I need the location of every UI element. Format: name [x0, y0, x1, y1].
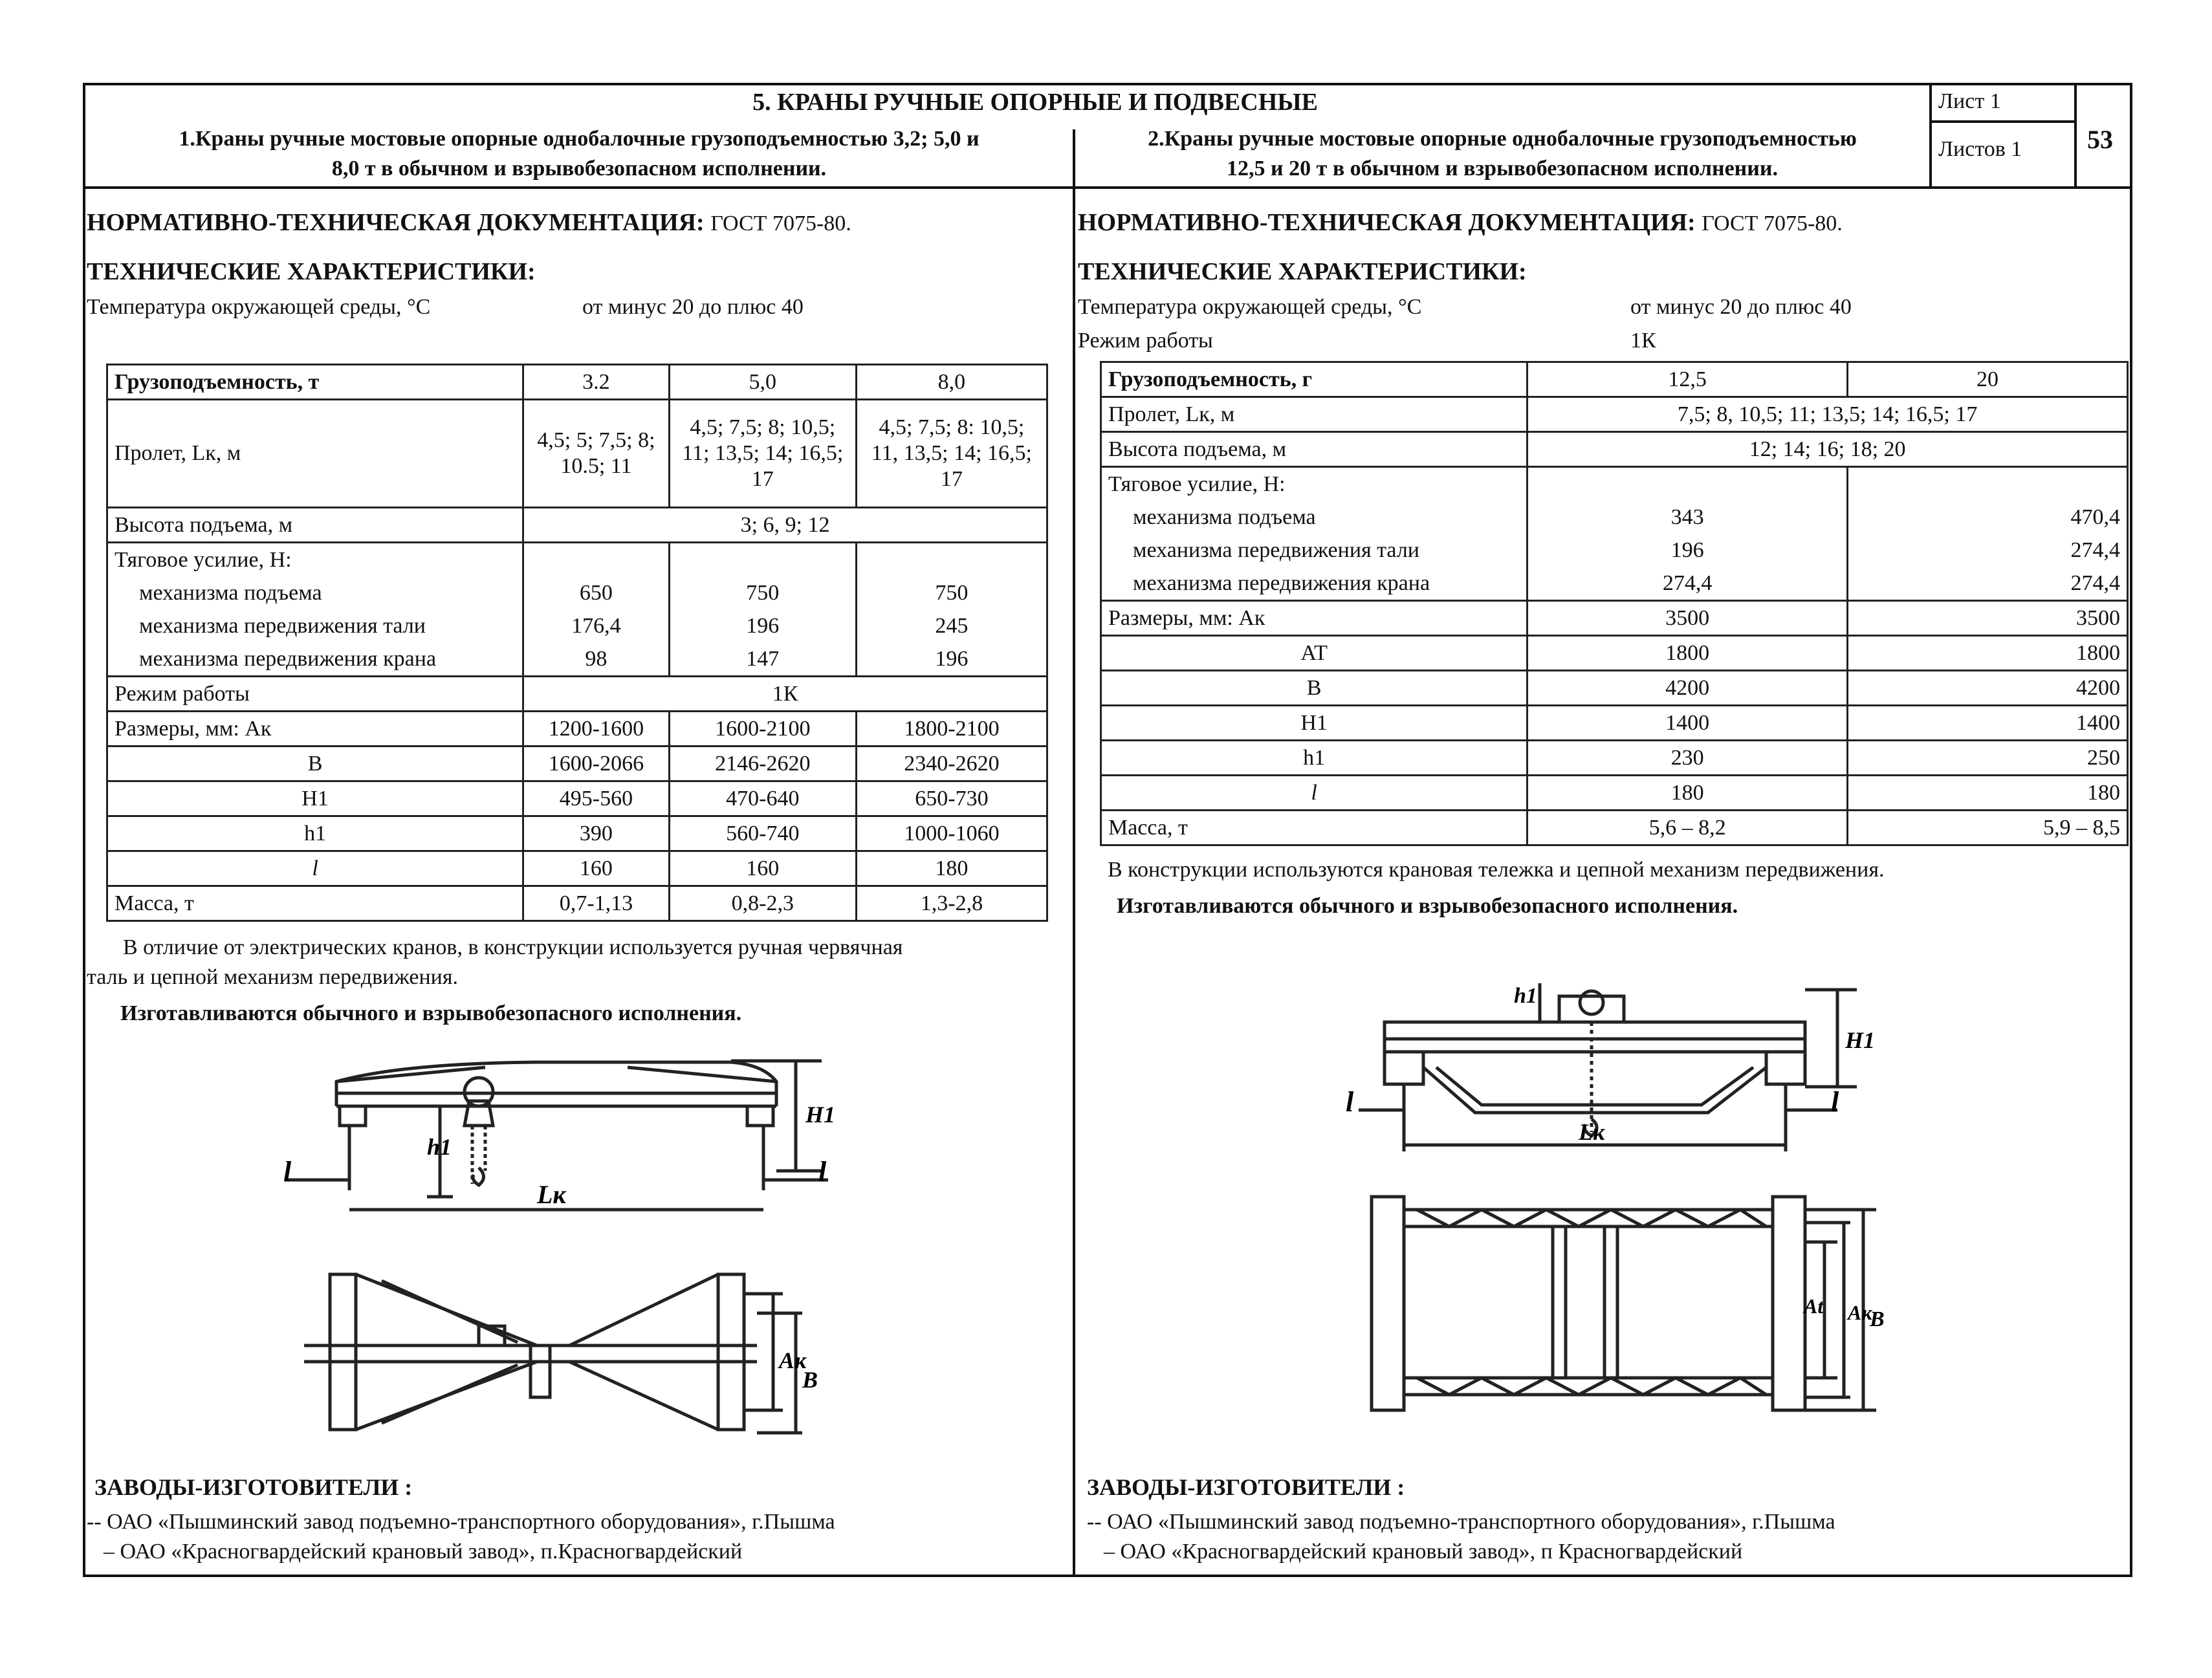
sheet-label: Лист 1: [1938, 89, 2001, 113]
size-value: 1800: [1528, 636, 1848, 671]
size-label: l: [107, 851, 523, 886]
right-temp-value: от минус 20 до плюс 40: [1630, 295, 1852, 319]
size-value: 470-640: [669, 781, 856, 816]
right-mode-value: 1К: [1630, 329, 1656, 353]
table-row: [107, 508, 1047, 543]
right-subtitle-line1: 2.Краны ручные мостовые опорные однобалочные грузоподъемностью: [1148, 127, 1857, 151]
height-label: Высота подъема, м: [1101, 432, 1528, 467]
size-label: h1: [107, 816, 523, 851]
force-row-label: механизма подъема: [1101, 501, 1528, 534]
corner-divider-2: [2074, 83, 2077, 188]
size-label: Размеры, мм: Aк: [107, 712, 523, 746]
right-crane-side-view: [1320, 957, 1902, 1171]
size-value: 560-740: [669, 816, 856, 851]
force-row-label: механизма передвижения крана: [107, 642, 523, 677]
capacity-value: 3.2: [523, 365, 670, 400]
right-tech-title: ТЕХНИЧЕСКИЕ ХАРАКТЕРИСТИКИ:: [1078, 258, 1527, 285]
size-value: 4200: [1528, 671, 1848, 706]
size-value: 180: [1528, 776, 1848, 811]
table-row: [1101, 636, 2128, 671]
corner-divider-h: [1929, 120, 2074, 123]
table-row: [1101, 671, 2128, 706]
table-row: [1101, 397, 2128, 432]
force-value: 750: [856, 576, 1047, 609]
size-value: 1800: [1848, 636, 2128, 671]
force-value: 750: [669, 576, 856, 609]
right-spec-table: [1100, 361, 2129, 846]
capacity-value: 12,5: [1528, 362, 1848, 397]
table-row: [107, 400, 1047, 508]
diagram-label-h1: h1: [427, 1134, 452, 1160]
size-value: 160: [669, 851, 856, 886]
left-ntd-label: НОРМАТИВНО-ТЕХНИЧЕСКАЯ ДОКУМЕНТАЦИЯ:: [87, 209, 705, 236]
right-mode-label: Режим работы: [1078, 329, 1213, 353]
size-value: 1400: [1528, 706, 1848, 741]
table-row: [1101, 706, 2128, 741]
table-row: [107, 365, 1047, 400]
capacity-label: Грузоподъемность, т: [107, 365, 523, 400]
force-row-label: механизма передвижения тали: [1101, 534, 1528, 567]
table-row: [1101, 432, 2128, 467]
list-item: – ОАО «Красногвардейский крановый завод», п.Красногвардейский: [104, 1540, 743, 1564]
size-label: H1: [1101, 706, 1528, 741]
force-row-label: механизма передвижения крана: [1101, 567, 1528, 601]
force-value: 274,4: [1848, 534, 2128, 567]
diagram-label-H1: H1: [1845, 1027, 1876, 1053]
right-ntd-value: ГОСТ 7075-80.: [1702, 212, 1843, 235]
size-value: 390: [523, 816, 670, 851]
mass-label: Масса, т: [1101, 811, 1528, 845]
left-subtitle-line2: 8,0 т в обычном и взрывобезопасном исполнении.: [331, 157, 827, 180]
table-row: [107, 781, 1047, 816]
span-value: 4,5; 7,5; 8: 10,5; 11, 13,5; 14; 16,5; 17: [856, 400, 1047, 508]
page-number: 53: [2087, 125, 2113, 154]
span-label: Пролет, Lк, м: [107, 400, 523, 508]
force-value: 245: [856, 609, 1047, 642]
table-row: [107, 851, 1047, 886]
left-tech-title: ТЕХНИЧЕСКИЕ ХАРАКТЕРИСТИКИ:: [87, 258, 536, 285]
span-value: 4,5; 5; 7,5; 8; 10.5; 11: [523, 400, 670, 508]
table-row: [107, 677, 1047, 712]
table-row: [1101, 741, 2128, 776]
left-note-line2: таль и цепной механизм передвижения.: [87, 965, 458, 989]
mode-value: 1К: [523, 677, 1047, 712]
right-ntd: [1078, 208, 1843, 237]
list-item: -- ОАО «Пышминский завод подъемно-транспортного оборудования», г.Пышма: [1087, 1510, 1835, 1534]
right-subtitle-line2: 12,5 и 20 т в обычном и взрывобезопасном исполнении.: [1227, 157, 1778, 180]
left-crane-plan-view: [291, 1255, 873, 1443]
force-label: Тяговое усилие, Н:: [1101, 467, 1528, 501]
size-value: 1000-1060: [856, 816, 1047, 851]
size-value: 2146-2620: [669, 746, 856, 781]
diagram-label-lk: Lк: [1579, 1119, 1605, 1145]
left-manufacturers-list: [87, 1507, 835, 1567]
size-value: 1800-2100: [856, 712, 1047, 746]
size-value: 2340-2620: [856, 746, 1047, 781]
left-manufacturers-title: ЗАВОДЫ-ИЗГОТОВИТЕЛИ :: [94, 1474, 413, 1500]
diagram-label-H1: H1: [805, 1102, 836, 1128]
capacity-value: 8,0: [856, 365, 1047, 400]
mass-label: Масса, т: [107, 886, 523, 921]
force-row-label: механизма подъема: [107, 576, 523, 609]
force-value: 274,4: [1528, 567, 1848, 601]
capacity-value: 5,0: [669, 365, 856, 400]
diagram-label-l: l: [1831, 1086, 1839, 1118]
table-row: [107, 816, 1047, 851]
table-row: [107, 609, 1047, 642]
left-subtitle: [85, 124, 1073, 184]
size-value: 250: [1848, 741, 2128, 776]
height-value: 12; 14; 16; 18; 20: [1528, 432, 2128, 467]
size-label: Размеры, мм: Aк: [1101, 601, 1528, 636]
left-note-line1: В отличие от электрических кранов, в конструкции используется ручная червячная: [123, 935, 903, 959]
force-value: 147: [669, 642, 856, 677]
table-row: [107, 746, 1047, 781]
force-value: 196: [669, 609, 856, 642]
diagram-label-l: l: [818, 1156, 827, 1188]
table-row: [107, 712, 1047, 746]
capacity-label: Грузоподъемность, г: [1101, 362, 1528, 397]
column-divider: [1073, 129, 1075, 1577]
mode-label: Режим работы: [107, 677, 523, 712]
list-item: -- ОАО «Пышминский завод подъемно-транспортного оборудования», г.Пышма: [87, 1510, 835, 1534]
force-value: 176,4: [523, 609, 670, 642]
force-value: 196: [1528, 534, 1848, 567]
diagram-label-l: l: [283, 1156, 292, 1188]
size-value: 650-730: [856, 781, 1047, 816]
mass-value: 1,3-2,8: [856, 886, 1047, 921]
size-value: 160: [523, 851, 670, 886]
force-value: 343: [1528, 501, 1848, 534]
left-ntd-value: ГОСТ 7075-80.: [710, 212, 851, 235]
diagram-label-ak: Aк: [1848, 1301, 1872, 1324]
size-value: 3500: [1848, 601, 2128, 636]
right-manufacturers-title: ЗАВОДЫ-ИЗГОТОВИТЕЛИ :: [1087, 1474, 1405, 1500]
mass-value: 5,9 – 8,5: [1848, 811, 2128, 845]
size-value: 3500: [1528, 601, 1848, 636]
right-subtitle: [1075, 124, 1929, 184]
capacity-value: 20: [1848, 362, 2128, 397]
size-value: 1400: [1848, 706, 2128, 741]
size-label: h1: [1101, 741, 1528, 776]
table-row: [107, 543, 1047, 577]
size-label: AT: [1101, 636, 1528, 671]
size-value: 1200-1600: [523, 712, 670, 746]
left-temp-value: от минус 20 до плюс 40: [582, 295, 804, 319]
left-execution: Изготавливаются обычного и взрывобезопасного исполнения.: [120, 1001, 742, 1025]
right-execution: Изготавливаются обычного и взрывобезопасного исполнения.: [1117, 894, 1738, 918]
size-label: H1: [107, 781, 523, 816]
diagram-label-h1: h1: [1514, 984, 1537, 1008]
left-subtitle-line1: 1.Краны ручные мостовые опорные однобалочные грузоподъемностью 3,2; 5,0 и: [179, 127, 980, 151]
force-value: 196: [856, 642, 1047, 677]
diagram-label-b: B: [1870, 1307, 1885, 1331]
force-row-label: механизма передвижения тали: [107, 609, 523, 642]
size-label: B: [1101, 671, 1528, 706]
left-spec-table: [106, 364, 1048, 922]
size-label: l: [1101, 776, 1528, 811]
size-value: 4200: [1848, 671, 2128, 706]
header-divider: [83, 186, 2132, 189]
mass-value: 0,7-1,13: [523, 886, 670, 921]
left-crane-side-view: [265, 1041, 848, 1236]
left-temp-label: Температура окружающей среды, °С: [87, 295, 431, 319]
height-label: Высота подъема, м: [107, 508, 523, 543]
span-value: 4,5; 7,5; 8; 10,5; 11; 13,5; 14; 16,5; 17: [669, 400, 856, 508]
diagram-label-lk: Lк: [537, 1180, 566, 1209]
diagram-label-l: l: [1346, 1086, 1354, 1118]
table-row: [1101, 501, 2128, 534]
size-value: 180: [856, 851, 1047, 886]
size-label: B: [107, 746, 523, 781]
table-row: [1101, 601, 2128, 636]
diagram-label-ak: Aк: [779, 1347, 807, 1373]
table-row: [107, 642, 1047, 677]
left-ntd: [87, 208, 851, 237]
table-row: [1101, 534, 2128, 567]
table-row: [1101, 776, 2128, 811]
force-value: 650: [523, 576, 670, 609]
table-row: [1101, 467, 2128, 501]
force-value: 98: [523, 642, 670, 677]
left-note: [87, 933, 1070, 992]
list-item: – ОАО «Красногвардейский крановый завод», п Красногвардейский: [1104, 1540, 1743, 1564]
table-row: [1101, 362, 2128, 397]
force-value: 470,4: [1848, 501, 2128, 534]
size-value: 1600-2100: [669, 712, 856, 746]
table-row: [107, 576, 1047, 609]
right-crane-plan-view: [1359, 1184, 1915, 1423]
mass-value: 0,8-2,3: [669, 886, 856, 921]
section-title: 5. КРАНЫ РУЧНЫЕ ОПОРНЫЕ И ПОДВЕСНЫЕ: [752, 89, 1318, 116]
sheets-label: Листов 1: [1938, 137, 2022, 161]
table-row: [107, 886, 1047, 921]
force-value: 274,4: [1848, 567, 2128, 601]
right-note: В конструкции используются крановая тележка и цепной механизм передвижения.: [1108, 858, 1885, 882]
right-manufacturers-list: [1087, 1507, 1835, 1567]
mass-value: 5,6 – 8,2: [1528, 811, 1848, 845]
table-row: [1101, 567, 2128, 601]
size-value: 230: [1528, 741, 1848, 776]
diagram-label-at: At: [1804, 1294, 1824, 1318]
size-value: 180: [1848, 776, 2128, 811]
size-value: 495-560: [523, 781, 670, 816]
table-row: [1101, 811, 2128, 845]
right-temp-label: Температура окружающей среды, °С: [1078, 295, 1422, 319]
span-label: Пролет, Lк, м: [1101, 397, 1528, 432]
force-label: Тяговое усилие, Н:: [107, 543, 523, 577]
right-ntd-label: НОРМАТИВНО-ТЕХНИЧЕСКАЯ ДОКУМЕНТАЦИЯ:: [1078, 209, 1696, 236]
height-value: 3; 6, 9; 12: [523, 508, 1047, 543]
span-value: 7,5; 8, 10,5; 11; 13,5; 14; 16,5; 17: [1528, 397, 2128, 432]
diagram-label-b: B: [802, 1367, 818, 1393]
size-value: 1600-2066: [523, 746, 670, 781]
corner-divider-1: [1929, 83, 1932, 188]
